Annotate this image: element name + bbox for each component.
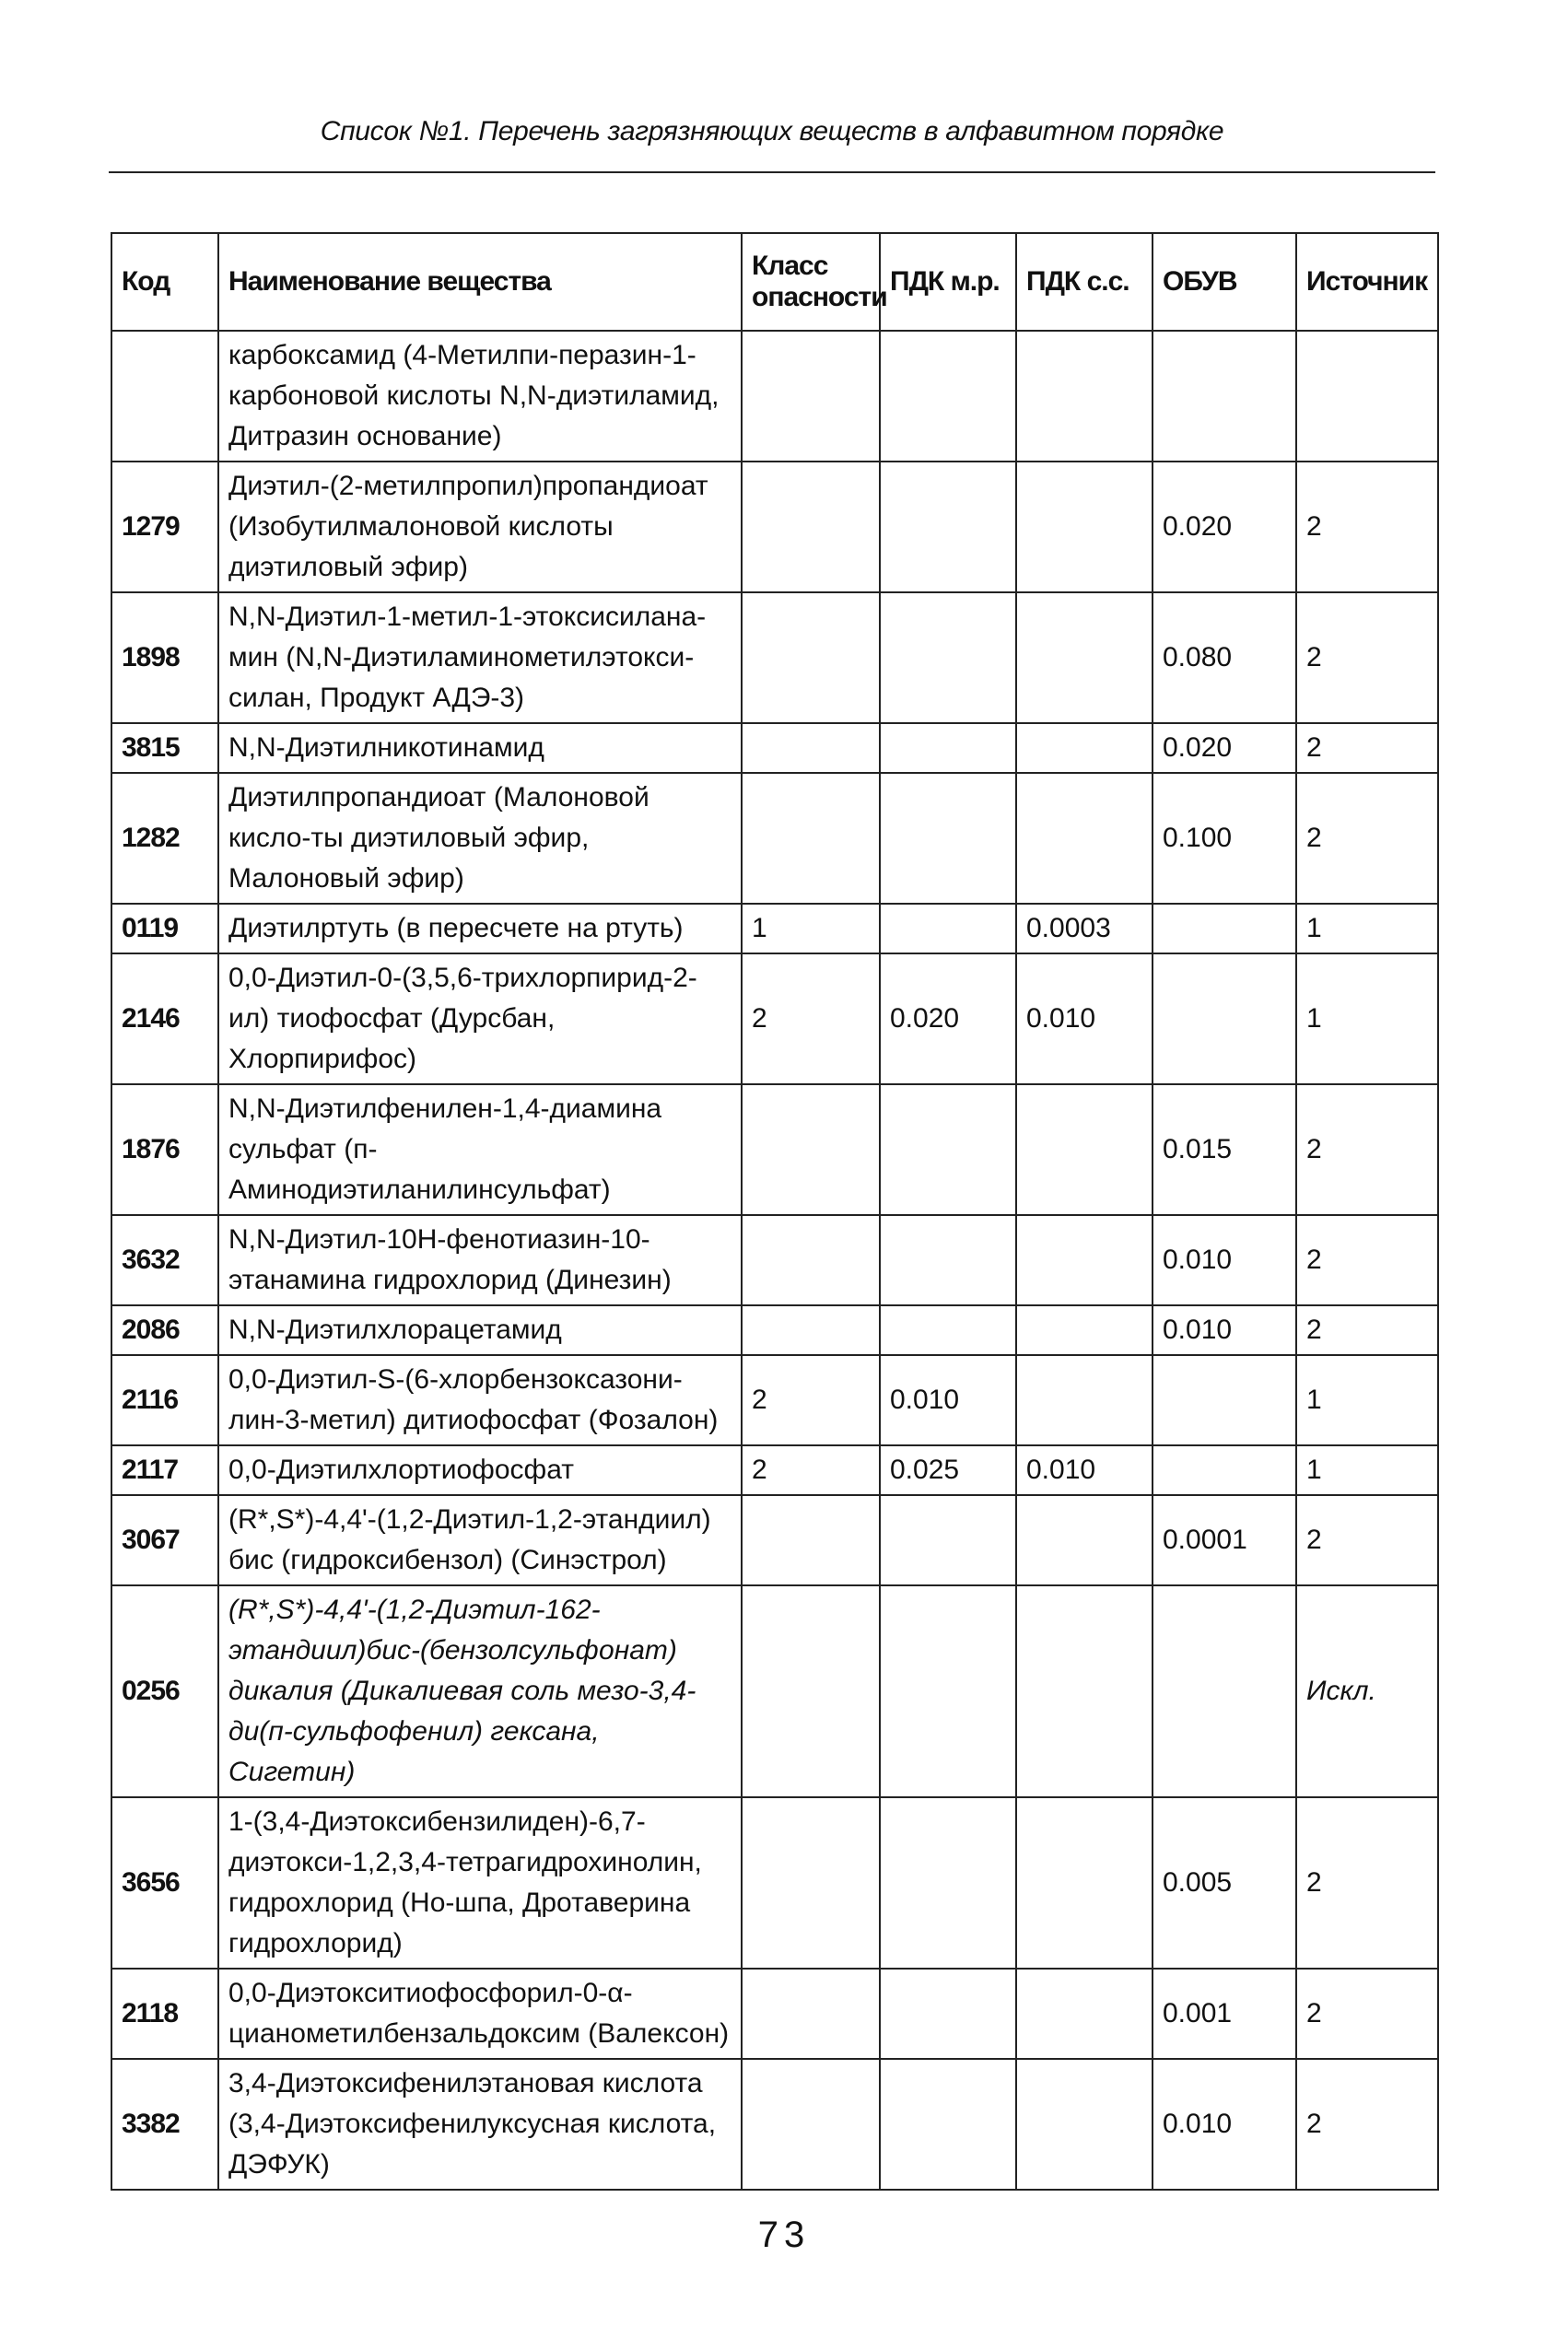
cell-hazard-class: 2 <box>742 1445 880 1495</box>
cell-name: Диэтилртуть (в пересчете на ртуть) <box>218 904 742 953</box>
cell-obuv <box>1153 1445 1296 1495</box>
cell-pdk-mr: 0.010 <box>880 1355 1016 1445</box>
table-row <box>111 1084 1438 1215</box>
page-number: 73 <box>757 2215 811 2255</box>
table-row <box>111 1305 1438 1355</box>
cell-pdk-mr <box>880 773 1016 904</box>
table-row <box>111 592 1438 723</box>
cell-pdk-mr <box>880 723 1016 773</box>
cell-hazard-class <box>742 723 880 773</box>
substances-table <box>111 232 1439 2191</box>
cell-hazard-class: 2 <box>742 1355 880 1445</box>
cell-hazard-class <box>742 1495 880 1585</box>
cell-obuv <box>1153 331 1296 462</box>
cell-hazard-class <box>742 1585 880 1797</box>
cell-pdk-ss <box>1016 2059 1153 2190</box>
cell-name: карбоксамид (4-Метилпи-перазин-1-карбоновой кислоты N,N-диэтиламид, Дитразин основание) <box>218 331 742 462</box>
cell-obuv: 0.005 <box>1153 1797 1296 1969</box>
cell-source: Искл. <box>1296 1585 1438 1797</box>
cell-code: 0256 <box>111 1585 218 1797</box>
page-header: Список №1. Перечень загрязняющих веществ в алфавитном порядке <box>320 116 1224 146</box>
table-row <box>111 1215 1438 1305</box>
cell-hazard-class <box>742 1969 880 2059</box>
cell-obuv: 0.020 <box>1153 723 1296 773</box>
cell-name: N,N-Диэтил-10Н-фенотиазин-10-этанамина гидрохлорид (Динезин) <box>218 1215 742 1305</box>
cell-obuv: 0.010 <box>1153 1215 1296 1305</box>
cell-obuv: 0.020 <box>1153 462 1296 592</box>
cell-pdk-mr <box>880 1305 1016 1355</box>
table-header-row <box>111 233 1438 331</box>
header-hazard-class: Класс опасности <box>742 233 880 331</box>
cell-obuv: 0.0001 <box>1153 1495 1296 1585</box>
cell-pdk-ss <box>1016 592 1153 723</box>
cell-pdk-ss <box>1016 1084 1153 1215</box>
cell-name: N,N-Диэтил-1-метил-1-этоксисилана-мин (N,N-Диэтиламинометилэтокси-силан, Продукт АДЭ-3) <box>218 592 742 723</box>
cell-pdk-mr <box>880 1797 1016 1969</box>
cell-pdk-mr <box>880 331 1016 462</box>
cell-pdk-ss <box>1016 331 1153 462</box>
header-code: Код <box>111 233 218 331</box>
cell-code: 2116 <box>111 1355 218 1445</box>
cell-code: 3632 <box>111 1215 218 1305</box>
cell-source: 2 <box>1296 723 1438 773</box>
table-row <box>111 904 1438 953</box>
cell-pdk-mr <box>880 462 1016 592</box>
cell-source: 1 <box>1296 1445 1438 1495</box>
cell-source: 2 <box>1296 1084 1438 1215</box>
cell-obuv: 0.100 <box>1153 773 1296 904</box>
cell-pdk-mr: 0.025 <box>880 1445 1016 1495</box>
cell-name: 3,4-Диэтоксифенилэтановая кислота (3,4-Диэтоксифенилуксусная кислота, ДЭФУК) <box>218 2059 742 2190</box>
cell-name: 0,0-Диэтилхлортиофосфат <box>218 1445 742 1495</box>
cell-pdk-ss <box>1016 1797 1153 1969</box>
cell-obuv <box>1153 1585 1296 1797</box>
cell-code: 1876 <box>111 1084 218 1215</box>
table-row <box>111 331 1438 462</box>
cell-hazard-class <box>742 2059 880 2190</box>
cell-source: 1 <box>1296 1355 1438 1445</box>
cell-name: 1-(3,4-Диэтоксибензилиден)-6,7-диэтокси-1,2,3,4-тетрагидрохинолин, гидрохлорид (Но-шпа, Дротаверина гидрохлорид) <box>218 1797 742 1969</box>
cell-hazard-class <box>742 1305 880 1355</box>
cell-code: 2118 <box>111 1969 218 2059</box>
table-row <box>111 953 1438 1084</box>
cell-hazard-class <box>742 1215 880 1305</box>
cell-pdk-mr <box>880 592 1016 723</box>
cell-pdk-mr <box>880 1969 1016 2059</box>
cell-hazard-class <box>742 773 880 904</box>
header-pdk-mr: ПДК м.р. <box>880 233 1016 331</box>
table-row <box>111 462 1438 592</box>
cell-code: 3656 <box>111 1797 218 1969</box>
cell-source: 2 <box>1296 1495 1438 1585</box>
table-row <box>111 1585 1438 1797</box>
header-name: Наименование вещества <box>218 233 742 331</box>
cell-name: 0,0-Диэтил-S-(6-хлорбензоксазони-лин-3-метил) дитиофосфат (Фозалон) <box>218 1355 742 1445</box>
cell-pdk-mr <box>880 1215 1016 1305</box>
cell-pdk-ss <box>1016 1585 1153 1797</box>
cell-pdk-ss <box>1016 462 1153 592</box>
header-rule <box>109 171 1435 173</box>
cell-code: 1279 <box>111 462 218 592</box>
cell-hazard-class <box>742 331 880 462</box>
table-body <box>111 331 1438 2190</box>
cell-obuv: 0.010 <box>1153 1305 1296 1355</box>
table-row <box>111 1797 1438 1969</box>
cell-name: N,N-Диэтилхлорацетамид <box>218 1305 742 1355</box>
table-row <box>111 1355 1438 1445</box>
cell-source: 2 <box>1296 1969 1438 2059</box>
cell-pdk-ss <box>1016 1355 1153 1445</box>
cell-name: Диэтилпропандиоат (Малоновой кисло-ты диэтиловый эфир, Малоновый эфир) <box>218 773 742 904</box>
header-obuv: ОБУВ <box>1153 233 1296 331</box>
table-row <box>111 1445 1438 1495</box>
cell-hazard-class <box>742 592 880 723</box>
cell-name: Диэтил-(2-метилпропил)пропандиоат (Изобутилмалоновой кислоты диэтиловый эфир) <box>218 462 742 592</box>
cell-hazard-class <box>742 462 880 592</box>
cell-source: 1 <box>1296 953 1438 1084</box>
table-row <box>111 723 1438 773</box>
cell-code <box>111 331 218 462</box>
cell-source <box>1296 331 1438 462</box>
cell-code: 1898 <box>111 592 218 723</box>
cell-pdk-mr <box>880 1084 1016 1215</box>
cell-name: (R*,S*)-4,4'-(1,2-Диэтил-162-этандиил)бис-(бензолсульфонат) дикалия (Дикалиевая соль мезо-3,4-ди(п-сульфофенил) гексана, Сигетин) <box>218 1585 742 1797</box>
cell-obuv <box>1153 1355 1296 1445</box>
cell-pdk-ss <box>1016 1305 1153 1355</box>
cell-code: 2146 <box>111 953 218 1084</box>
cell-pdk-ss <box>1016 1495 1153 1585</box>
table-row <box>111 1495 1438 1585</box>
cell-obuv: 0.015 <box>1153 1084 1296 1215</box>
cell-hazard-class: 1 <box>742 904 880 953</box>
cell-code: 3815 <box>111 723 218 773</box>
cell-name: N,N-Диэтилникотинамид <box>218 723 742 773</box>
cell-pdk-mr <box>880 1585 1016 1797</box>
cell-pdk-ss <box>1016 1969 1153 2059</box>
cell-source: 2 <box>1296 1797 1438 1969</box>
cell-pdk-mr: 0.020 <box>880 953 1016 1084</box>
cell-code: 3067 <box>111 1495 218 1585</box>
cell-source: 2 <box>1296 592 1438 723</box>
header-pdk-ss: ПДК с.с. <box>1016 233 1153 331</box>
table-row <box>111 773 1438 904</box>
cell-name: 0,0-Диэтокситиофосфорил-0-α-цианометилбензальдоксим (Валексон) <box>218 1969 742 2059</box>
cell-obuv <box>1153 953 1296 1084</box>
cell-pdk-ss: 0.0003 <box>1016 904 1153 953</box>
cell-code: 3382 <box>111 2059 218 2190</box>
cell-pdk-ss: 0.010 <box>1016 953 1153 1084</box>
cell-name: (R*,S*)-4,4'-(1,2-Диэтил-1,2-этандиил) бис (гидроксибензол) (Синэстрол) <box>218 1495 742 1585</box>
cell-pdk-ss <box>1016 723 1153 773</box>
cell-obuv: 0.010 <box>1153 2059 1296 2190</box>
cell-source: 2 <box>1296 773 1438 904</box>
cell-hazard-class <box>742 1084 880 1215</box>
cell-code: 2086 <box>111 1305 218 1355</box>
cell-obuv <box>1153 904 1296 953</box>
cell-code: 0119 <box>111 904 218 953</box>
cell-name: N,N-Диэтилфенилен-1,4-диамина сульфат (п-Аминодиэтиланилинсульфат) <box>218 1084 742 1215</box>
cell-hazard-class: 2 <box>742 953 880 1084</box>
cell-name: 0,0-Диэтил-0-(3,5,6-трихлорпирид-2-ил) тиофосфат (Дурсбан, Хлорпирифос) <box>218 953 742 1084</box>
table-row <box>111 2059 1438 2190</box>
header-source: Источник <box>1296 233 1438 331</box>
cell-pdk-ss <box>1016 773 1153 904</box>
cell-source: 2 <box>1296 2059 1438 2190</box>
table-row <box>111 1969 1438 2059</box>
cell-source: 1 <box>1296 904 1438 953</box>
cell-obuv: 0.080 <box>1153 592 1296 723</box>
cell-pdk-ss: 0.010 <box>1016 1445 1153 1495</box>
cell-pdk-mr <box>880 1495 1016 1585</box>
cell-source: 2 <box>1296 1215 1438 1305</box>
cell-pdk-mr <box>880 904 1016 953</box>
cell-source: 2 <box>1296 462 1438 592</box>
cell-code: 2117 <box>111 1445 218 1495</box>
cell-pdk-mr <box>880 2059 1016 2190</box>
cell-obuv: 0.001 <box>1153 1969 1296 2059</box>
cell-pdk-ss <box>1016 1215 1153 1305</box>
cell-code: 1282 <box>111 773 218 904</box>
cell-hazard-class <box>742 1797 880 1969</box>
cell-source: 2 <box>1296 1305 1438 1355</box>
